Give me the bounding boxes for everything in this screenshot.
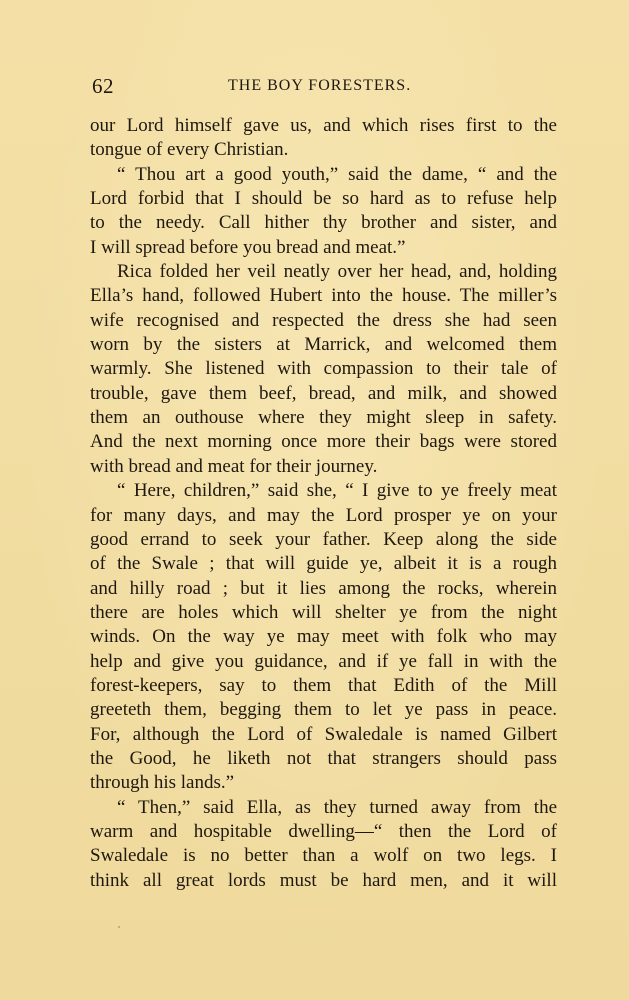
text-line: forest-keepers, say to them that Edith of the Mill — [90, 674, 557, 696]
text-line: with bread and meat for their journey. — [90, 455, 378, 477]
text-line: warmly. She listened with compassion to their tale of — [90, 358, 557, 380]
text-line: Lord forbid that I should be so hard as to refuse help — [90, 188, 557, 210]
text-line: for many days, and may the Lord prosper ye on your — [90, 504, 557, 526]
text-line: through his lands.” — [90, 772, 235, 794]
text-line: to the needy. Call hither thy brother and sister, and — [90, 212, 557, 234]
text-line: winds. On the way ye may meet with folk who may — [90, 626, 557, 648]
text-line: the Good, he liketh not that strangers should pass — [90, 747, 557, 769]
text-line: and hilly road ; but it lies among the rocks, wherein — [90, 577, 557, 599]
text-line: greeteth them, begging them to let ye pass in peace. — [90, 699, 557, 721]
text-line: I will spread before you bread and meat.” — [90, 236, 406, 258]
text-line: tongue of every Christian. — [90, 139, 289, 161]
paper-speck — [118, 926, 120, 928]
text-line: “ Thou art a good youth,” said the dame, “ and the — [117, 163, 557, 185]
text-line: our Lord himself gave us, and which rises first to the — [90, 115, 557, 136]
text-line: “ Here, children,” said she, “ I give to ye freely meat — [117, 480, 557, 502]
text-line: of the Swale ; that will guide ye, albeit it is a rough — [90, 553, 557, 575]
text-line: warm and hospitable dwelling—“ then the Lord of — [90, 820, 557, 842]
body-text — [90, 114, 557, 893]
text-line: trouble, gave them beef, bread, and milk, and showed — [90, 382, 557, 404]
text-line: For, although the Lord of Swaledale is named Gilbert — [90, 723, 557, 745]
text-line: worn by the sisters at Marrick, and welcomed them — [90, 334, 557, 356]
text-line: Swaledale is no better than a wolf on two legs. I — [90, 845, 557, 867]
text-line: “ Then,” said Ella, as they turned away from the — [117, 796, 557, 818]
text-line: good errand to seek your father. Keep along the side — [90, 528, 557, 550]
text-line: And the next morning once more their bags were stored — [90, 431, 557, 453]
text-line: wife recognised and respected the dress she had seen — [90, 309, 557, 331]
text-line: them an outhouse where they might sleep in safety. — [90, 407, 557, 429]
page-number: 62 — [92, 74, 114, 98]
text-line: there are holes which will shelter ye from the night — [90, 601, 557, 623]
text-line: help and give you guidance, and if ye fall in with the — [90, 650, 557, 672]
text-line: Ella’s hand, followed Hubert into the house. The miller’s — [90, 285, 557, 307]
text-line: think all great lords must be hard men, and it will — [90, 869, 557, 891]
text-line: Rica folded her veil neatly over her head, and, holding — [117, 261, 557, 283]
running-head: THE BOY FORESTERS. — [228, 77, 412, 94]
page-header — [92, 74, 556, 100]
